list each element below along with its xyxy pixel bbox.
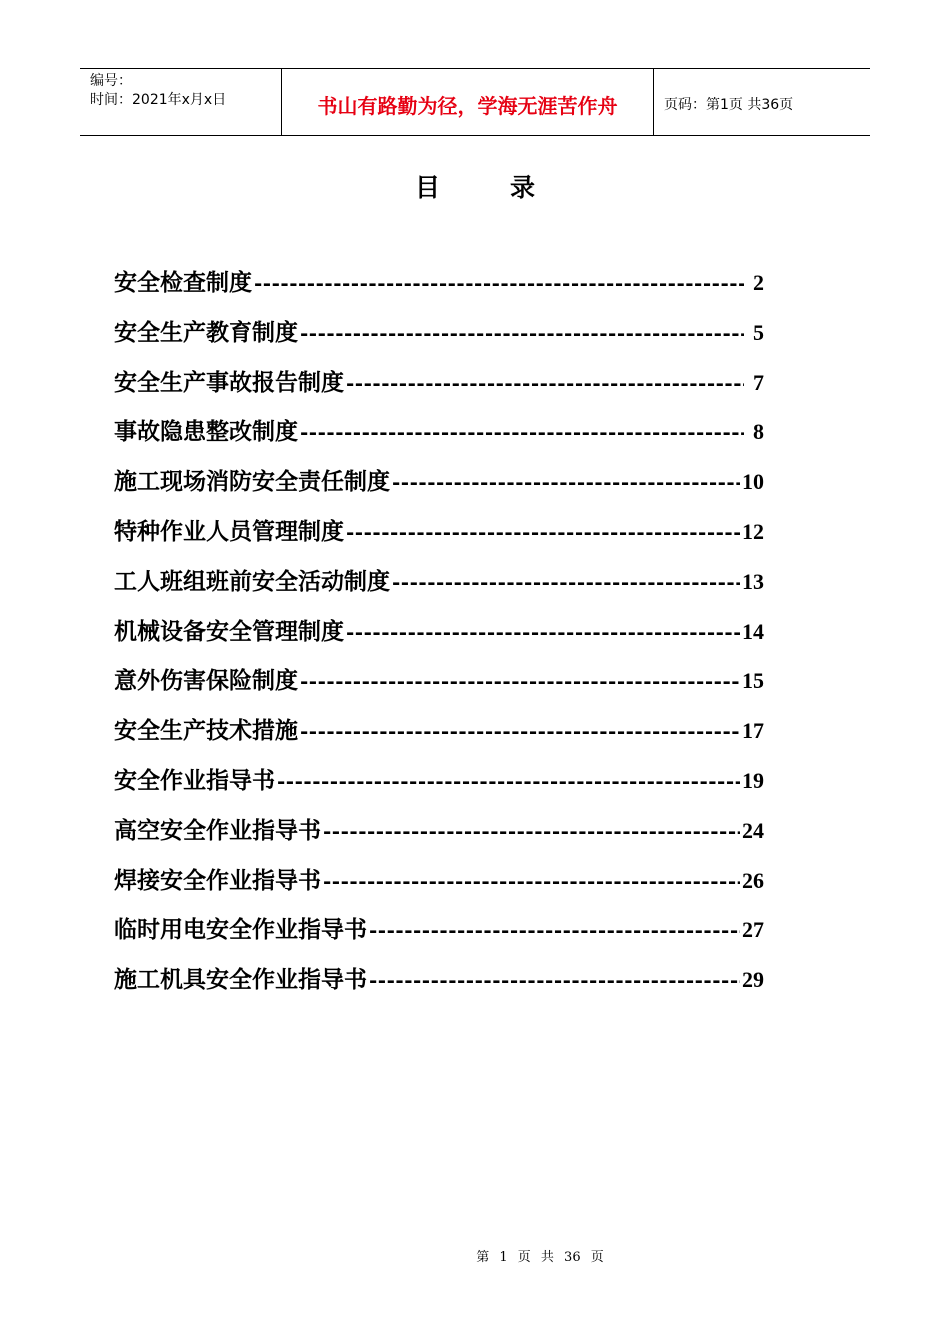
toc-leader <box>346 620 740 644</box>
toc-leader <box>254 271 744 295</box>
toc-entry-label: 安全生产技术措施 <box>114 717 298 745</box>
toc-entry-label: 意外伤害保险制度 <box>114 667 298 695</box>
toc-entry-label: 机械设备安全管理制度 <box>114 617 344 645</box>
toc-leader <box>300 719 740 743</box>
toc-leader <box>323 819 740 843</box>
toc-leader <box>369 918 740 942</box>
toc-entry-label: 安全检查制度 <box>114 269 252 296</box>
toc-leader <box>300 321 744 345</box>
header-meta <box>80 69 282 135</box>
toc-leader <box>277 769 740 793</box>
toc-leader <box>392 570 740 594</box>
toc-leader <box>392 470 740 494</box>
toc-entry[interactable] <box>114 961 764 1011</box>
toc-entry-label: 安全生产事故报告制度 <box>114 368 344 396</box>
toc-entry-label: 高空安全作业指导书 <box>114 816 321 844</box>
toc-entry[interactable] <box>114 264 764 314</box>
toc-entry-label: 安全生产教育制度 <box>114 318 298 346</box>
toc-entry-label: 施工机具安全作业指导书 <box>114 966 367 994</box>
toc-leader <box>300 420 744 444</box>
table-of-contents <box>114 264 764 1011</box>
toc-entry[interactable] <box>114 613 764 663</box>
toc-entry-page: 15 <box>742 668 764 694</box>
toc-entry[interactable] <box>114 463 764 513</box>
document-date: 时间：2021年x月x日 <box>90 92 227 108</box>
toc-entry-page: 10 <box>742 469 764 495</box>
toc-entry-page: 13 <box>742 568 764 594</box>
toc-entry-page: 24 <box>742 817 764 843</box>
toc-entry[interactable] <box>114 911 764 961</box>
toc-entry-label: 安全作业指导书 <box>114 766 275 794</box>
toc-entry[interactable] <box>114 762 764 812</box>
toc-entry-page: 5 <box>753 319 764 345</box>
toc-entry[interactable] <box>114 712 764 762</box>
toc-entry-page: 29 <box>742 967 764 993</box>
toc-entry-page: 12 <box>742 518 764 544</box>
toc-entry-label: 施工现场消防安全责任制度 <box>114 468 390 496</box>
page-footer: 第 1 页 共 36 页 <box>476 1250 604 1265</box>
toc-leader <box>346 371 744 395</box>
toc-leader <box>323 869 740 893</box>
toc-entry-page: 8 <box>753 419 764 445</box>
document-header <box>80 68 870 136</box>
toc-entry[interactable] <box>114 314 764 364</box>
toc-entry[interactable] <box>114 862 764 912</box>
toc-entry-page: 19 <box>742 767 764 793</box>
toc-entry-label: 特种作业人员管理制度 <box>114 517 344 545</box>
header-page-info: 页码：第1页 共36页 <box>664 97 794 113</box>
toc-entry-page: 14 <box>742 618 764 644</box>
toc-entry[interactable] <box>114 413 764 463</box>
toc-entry-label: 临时用电安全作业指导书 <box>114 916 367 944</box>
toc-entry-page: 17 <box>742 718 764 744</box>
toc-entry-label: 焊接安全作业指导书 <box>114 866 321 894</box>
toc-entry[interactable] <box>114 563 764 613</box>
toc-entry[interactable] <box>114 364 764 414</box>
toc-entry-page: 2 <box>753 270 764 295</box>
toc-entry[interactable] <box>114 662 764 712</box>
toc-leader <box>369 968 740 992</box>
toc-entry[interactable] <box>114 513 764 563</box>
toc-entry-page: 26 <box>742 867 764 893</box>
toc-entry-label: 事故隐患整改制度 <box>114 418 298 446</box>
toc-entry[interactable] <box>114 812 764 862</box>
toc-entry-label: 工人班组班前安全活动制度 <box>114 567 390 595</box>
header-motto: 书山有路勤为径，学海无涯苦作舟 <box>282 69 654 135</box>
toc-leader <box>346 520 740 544</box>
toc-entry-page: 7 <box>753 369 764 395</box>
toc-leader <box>300 669 740 693</box>
page-title: 目录 <box>414 173 605 202</box>
toc-entry-page: 27 <box>742 917 764 943</box>
document-number-label: 编号： <box>90 73 132 89</box>
